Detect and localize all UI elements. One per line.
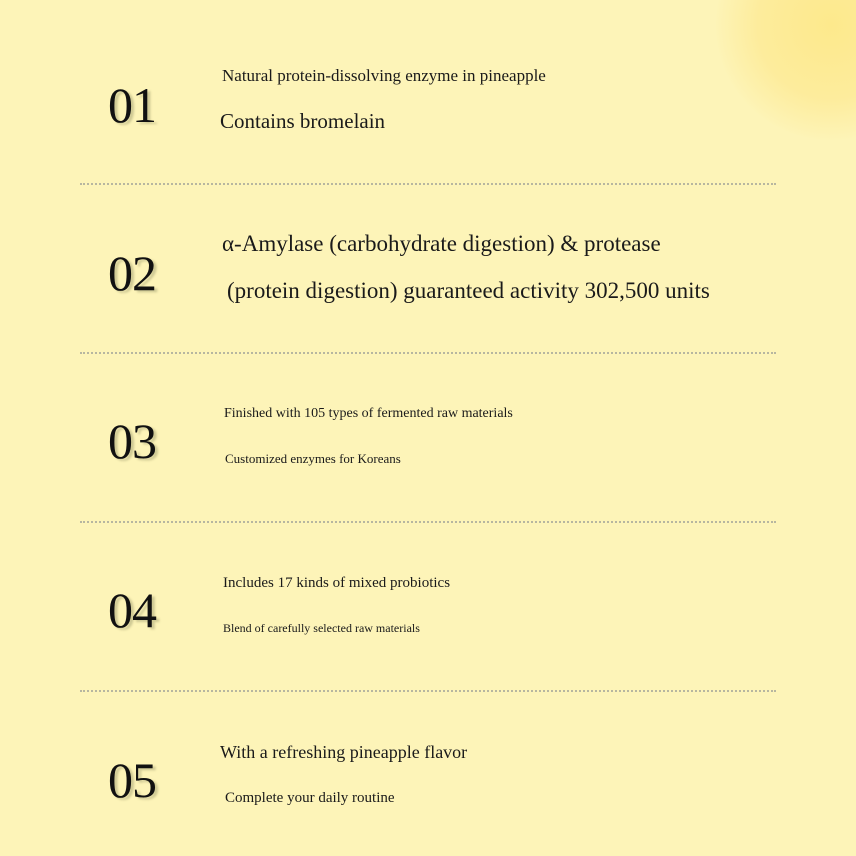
feature-subline: Customized enzymes for Koreans [225,451,401,466]
feature-subline: Contains bromelain [220,109,386,133]
feature-item-05 [0,676,856,845]
feature-headline: With a refreshing pineapple flavor [220,742,468,762]
feature-number: 05 [108,752,156,808]
feature-number: 02 [108,245,156,301]
feature-number: 03 [108,413,156,469]
feature-headline: α-Amylase (carbohydrate digestion) & protease [222,231,661,256]
feature-subline: (protein digestion) guaranteed activity 302,500 units [227,278,710,303]
feature-number: 01 [108,77,156,133]
feature-subline: Complete your daily routine [225,790,395,806]
feature-item-02 [0,169,856,338]
feature-headline: Finished with 105 types of fermented raw materials [224,406,513,421]
feature-item-01 [0,0,856,169]
feature-headline: Natural protein-dissolving enzyme in pineapple [222,66,546,85]
feature-item-04 [0,507,856,676]
feature-headline: Includes 17 kinds of mixed probiotics [223,575,451,591]
feature-number: 04 [108,582,156,638]
feature-item-03 [0,338,856,507]
feature-subline: Blend of carefully selected raw materials [223,621,420,635]
